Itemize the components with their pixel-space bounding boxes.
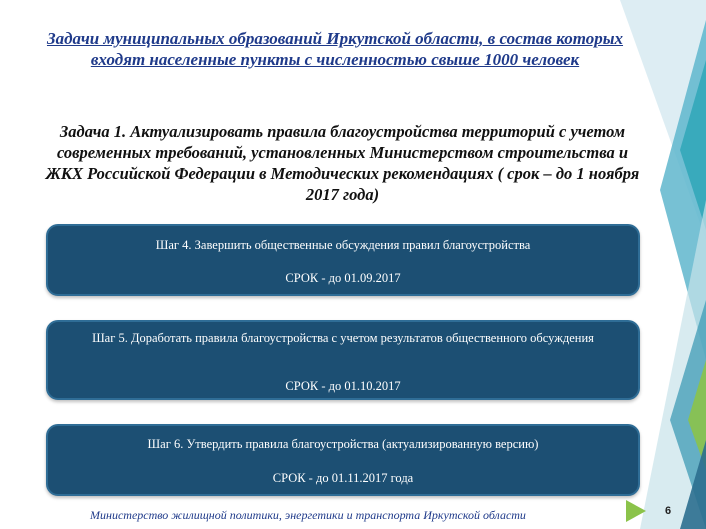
step-text: Шаг 4. Завершить общественные обсуждения правил благоустройства: [155, 238, 531, 252]
step-card-6: [46, 424, 640, 496]
step-text: Шаг 5. Доработать правила благоустройства с учетом результатов общественного обсуждения: [92, 331, 594, 345]
arrow-icon: [626, 500, 646, 522]
slide-title: Задачи муниципальных образований Иркутской области, в состав которых входят населенные пункты с численностью свыше 1000 человек: [46, 29, 624, 69]
task-description: Задача 1. Актуализировать правила благоустройства территорий с учетом современных требований, установленных Министерством строительства и ЖКХ Российской Федерации в Методических рекомендациях ( срок – до 1 ноября 2017 года): [45, 122, 640, 204]
footer-text: Министерство жилищной политики, энергетики и транспорта Иркутской области: [90, 508, 526, 522]
step-deadline: СРОК - до 01.11.2017 года: [272, 471, 414, 485]
step-text: Шаг 6. Утвердить правила благоустройства (актуализированную версию): [147, 437, 539, 451]
step-deadline: СРОК - до 01.09.2017: [285, 271, 401, 285]
step-card-4: [46, 224, 640, 296]
page-number: 6: [665, 505, 672, 517]
step-card-5: [46, 320, 640, 400]
step-deadline: СРОК - до 01.10.2017: [285, 379, 401, 393]
